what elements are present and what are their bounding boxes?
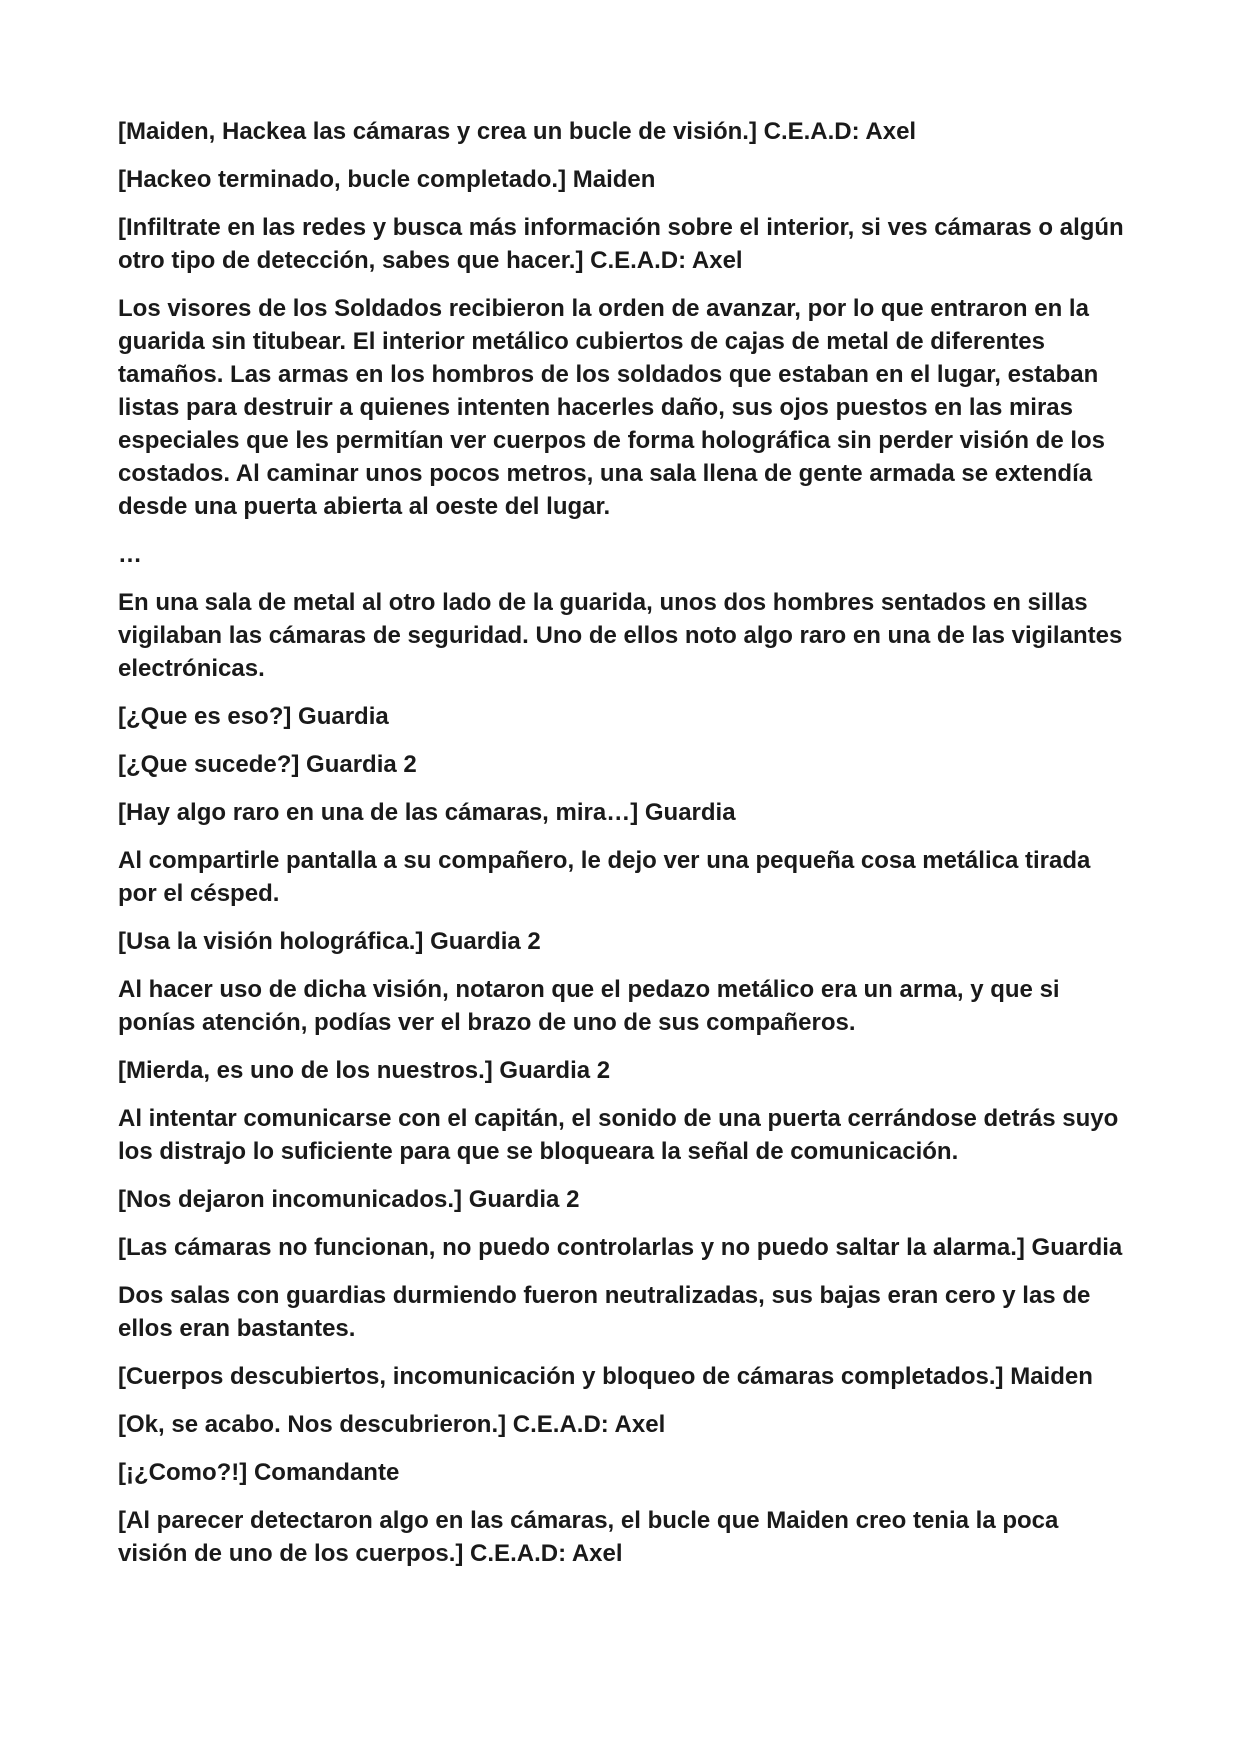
paragraph: En una sala de metal al otro lado de la guarida, unos dos hombres sentados en sillas vigilaban las cámaras de seguridad. Uno de ellos noto algo raro en una de las vigilantes electrónicas. [118,589,1123,682]
paragraph: [Ok, se acabo. Nos descubrieron.] C.E.A.D: Axel [118,1411,666,1438]
paragraph: [¡¿Como?!] Comandante [118,1459,400,1486]
paragraph: [Cuerpos descubiertos, incomunicación y bloqueo de cámaras completados.] Maiden [118,1363,1093,1390]
paragraph: [Infiltrate en las redes y busca más información sobre el interior, si ves cámaras o algún otro tipo de detección, sabes que hacer.] C.E.A.D: Axel [118,214,1124,274]
paragraph: [Mierda, es uno de los nuestros.] Guardia 2 [118,1057,611,1084]
paragraph: [Al parecer detectaron algo en las cámaras, el bucle que Maiden creo tenia la poca visión de uno de los cuerpos.] C.E.A.D: Axel [118,1507,1059,1567]
paragraph: [Maiden, Hackea las cámaras y crea un bucle de visión.] C.E.A.D: Axel [118,118,917,145]
paragraph: [Nos dejaron incomunicados.] Guardia 2 [118,1186,580,1213]
document-page [118,115,1128,1585]
paragraph: Dos salas con guardias durmiendo fueron neutralizadas, sus bajas eran cero y las de ellos eran bastantes. [118,1282,1091,1342]
ellipsis-separator: … [118,541,142,568]
paragraph: [¿Que es eso?] Guardia [118,703,389,730]
paragraph: [Las cámaras no funcionan, no puedo controlarlas y no puedo saltar la alarma.] Guardia [118,1234,1123,1261]
paragraph: [¿Que sucede?] Guardia 2 [118,751,417,778]
paragraph: [Hackeo terminado, bucle completado.] Maiden [118,166,656,193]
paragraph: Al hacer uso de dicha visión, notaron que el pedazo metálico era un arma, y que si ponías atención, podías ver el brazo de uno de sus compañeros. [118,976,1060,1036]
paragraph: Al compartirle pantalla a su compañero, le dejo ver una pequeña cosa metálica tirada por el césped. [118,847,1091,907]
paragraph: [Usa la visión holográfica.] Guardia 2 [118,928,541,955]
paragraph: Al intentar comunicarse con el capitán, el sonido de una puerta cerrándose detrás suyo los distrajo lo suficiente para que se bloqueara la señal de comunicación. [118,1105,1119,1165]
paragraph: Los visores de los Soldados recibieron la orden de avanzar, por lo que entraron en la guarida sin titubear. El interior metálico cubiertos de cajas de metal de diferentes tamaños. Las armas en los hombros de los soldados que estaban en el lugar, estaban listas para destruir a quienes intenten hacerles daño, sus ojos puestos en las miras especiales que les permitían ver cuerpos de forma holográfica sin perder visión de los costados. Al caminar unos pocos metros, una sala llena de gente armada se extendía desde una puerta abierta al oeste del lugar. [118,295,1106,520]
paragraph: [Hay algo raro en una de las cámaras, mira…] Guardia [118,799,736,826]
